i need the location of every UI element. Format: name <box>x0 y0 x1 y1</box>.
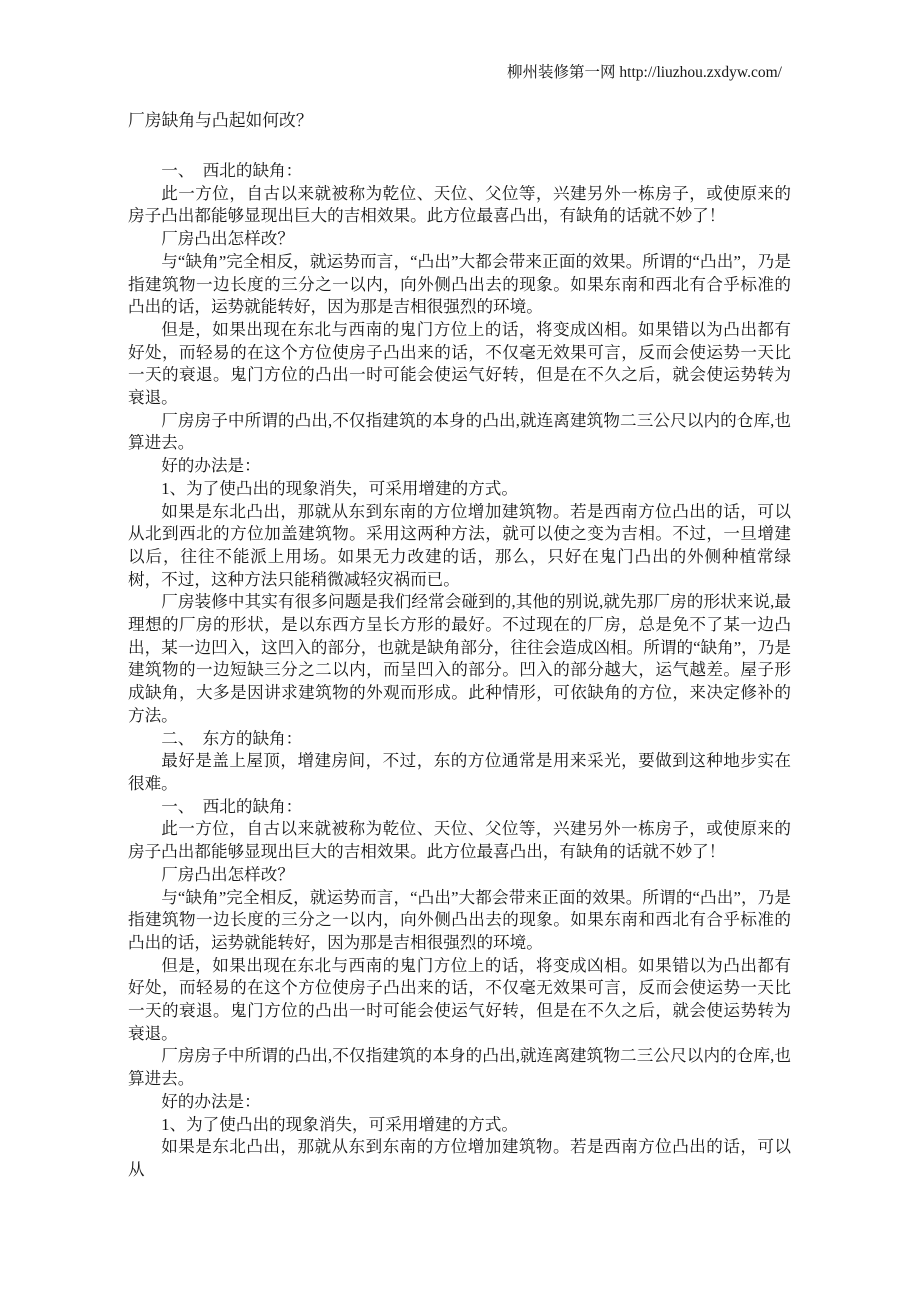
site-watermark: 柳州装修第一网 http://liuzhou.zxdyw.com/ <box>507 64 782 81</box>
paragraph: 好的办法是： <box>161 456 261 476</box>
paragraph: 与“缺角”完全相反，就运势而言，“凸出”大都会带来正面的效果。所谓的“凸出”，乃是指建筑物一边长度的三分之一以内，向外侧凸出去的现象。如果东南和西北有合乎标准的凸出的话，运势就能转好，因为那是吉相很强烈的环境。 <box>128 251 791 317</box>
paragraph: 如果是东北凸出，那就从东到东南的方位增加建筑物。若是西南方位凸出的话，可以从 <box>128 1137 791 1179</box>
list-item: 1、为了使凸出的现象消失，可采用增建的方式。 <box>161 478 518 498</box>
paragraph: 厂房装修中其实有很多问题是我们经常会碰到的,其他的别说,就先那厂房的形状来说,最理想的厂房的形状，是以东西方呈长方形的最好。不过现在的厂房，总是免不了某一边凸出，某一边凹入，这凹入的部分，也就是缺角部分，往往会造成凶相。所谓的“缺角”，乃是建筑物的一边短缺三分之二以内，而呈凹入的部分。凹入的部分越大，运气越差。屋子形成缺角，大多是因讲求建筑物的外观而形成。此种情形，可依缺角的方位，来决定修补的方法。 <box>128 592 791 725</box>
paragraph: 如果是东北凸出，那就从东到东南的方位增加建筑物。若是西南方位凸出的话，可以从北到西北的方位加盖建筑物。采用这两种方法，就可以使之变为吉相。不过，一旦增建以后，往往不能派上用场。如果无力改建的话，那么，只好在鬼门凸出的外侧种植常绿树，不过，这种方法只能稍微减轻灾祸而已。 <box>128 501 791 589</box>
paragraph: 好的办法是： <box>161 1091 261 1111</box>
paragraph: 此一方位，自古以来就被称为乾位、天位、父位等，兴建另外一栋房子，或使原来的房子凸出都能够显现出巨大的吉相效果。此方位最喜凸出，有缺角的话就不妙了！ <box>128 183 791 226</box>
list-item: 1、为了使凸出的现象消失，可采用增建的方式。 <box>161 1114 518 1134</box>
document-body <box>128 160 791 1182</box>
document-title: 厂房缺角与凸起如何改？ <box>128 111 313 130</box>
section-heading: 一、 西北的缺角： <box>161 161 303 180</box>
paragraph: 此一方位，自古以来就被称为乾位、天位、父位等，兴建另外一栋房子，或使原来的房子凸出都能够显现出巨大的吉相效果。此方位最喜凸出，有缺角的话就不妙了！ <box>128 819 791 862</box>
paragraph: 但是，如果出现在东北与西南的鬼门方位上的话，将变成凶相。如果错以为凸出都有好处，而轻易的在这个方位使房子凸出来的话，不仅毫无效果可言，反而会使运势一天比一天的衰退。鬼门方位的凸出一时可能会使运气好转，但是在不久之后，就会使运势转为衰退。 <box>128 955 791 1043</box>
paragraph: 厂房房子中所谓的凸出,不仅指建筑的本身的凸出,就连离建筑物二三公尺以内的仓库,也算进去。 <box>128 1046 791 1089</box>
section-heading: 二、 东方的缺角： <box>161 728 303 748</box>
paragraph: 最好是盖上屋顶，增建房间，不过，东的方位通常是用来采光，要做到这种地步实在很难。 <box>128 751 791 793</box>
paragraph: 但是，如果出现在东北与西南的鬼门方位上的话，将变成凶相。如果错以为凸出都有好处，而轻易的在这个方位使房子凸出来的话，不仅毫无效果可言，反而会使运势一天比一天的衰退。鬼门方位的凸出一时可能会使运气好转，但是在不久之后，就会使运势转为衰退。 <box>128 319 791 408</box>
paragraph: 厂房凸出怎样改？ <box>161 864 294 884</box>
paragraph: 厂房凸出怎样改？ <box>161 229 294 249</box>
paragraph: 与“缺角”完全相反，就运势而言，“凸出”大都会带来正面的效果。所谓的“凸出”，乃是指建筑物一边长度的三分之一以内，向外侧凸出去的现象。如果东南和西北有合乎标准的凸出的话，运势就能转好，因为那是吉相很强烈的环境。 <box>128 887 791 952</box>
section-heading: 一、 西北的缺角： <box>161 796 303 816</box>
paragraph: 厂房房子中所谓的凸出,不仅指建筑的本身的凸出,就连离建筑物二三公尺以内的仓库,也算进去。 <box>128 410 791 453</box>
